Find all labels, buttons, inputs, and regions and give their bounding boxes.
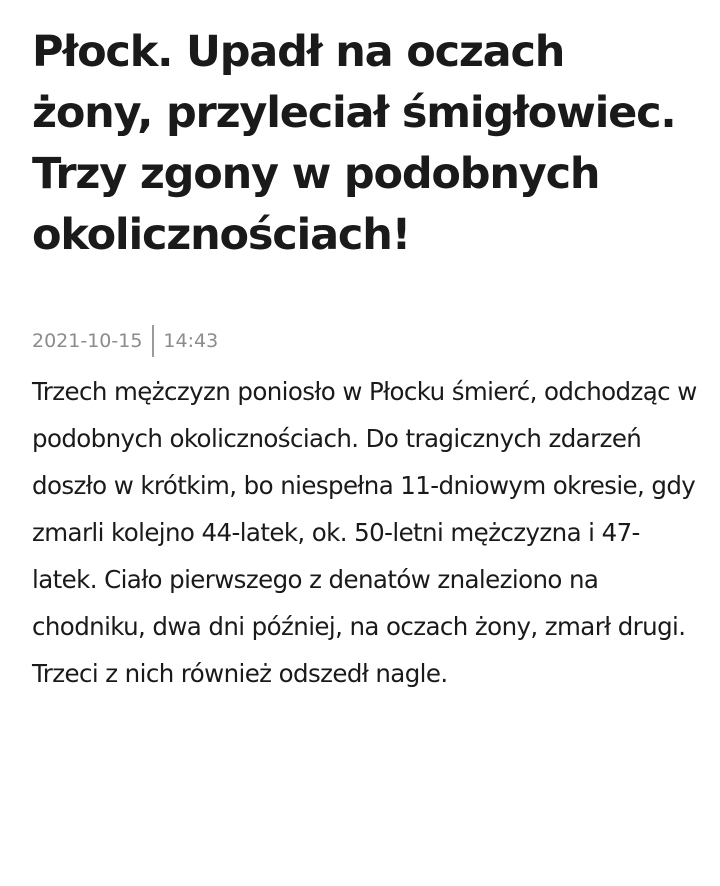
publish-date: 2021-10-15 [32,330,143,352]
article-headline: Płock. Upadł na oczach żony, przyleciał śmigłowiec. Trzy zgony w podobnych okolicznościach! [32,27,676,260]
publish-time: 14:43 [163,330,219,352]
article-meta [32,324,697,358]
article-lead: Trzech mężczyzn poniosło w Płocku śmierć, odchodząc w podobnych okolicznościach. Do tragicznych zdarzeń doszło w krótkim, bo niespełna 11-dniowym okresie, gdy zmarli kolejno 44-latek, ok. 50-letni mężczyzna i 47-latek. Ciało pierwszego z denatów znaleziono na chodniku, dwa dni później, na oczach żony, zmarł drugi. Trzeci z nich również odszedł nagle. [32,377,697,688]
meta-divider [152,325,154,357]
article [32,22,697,697]
